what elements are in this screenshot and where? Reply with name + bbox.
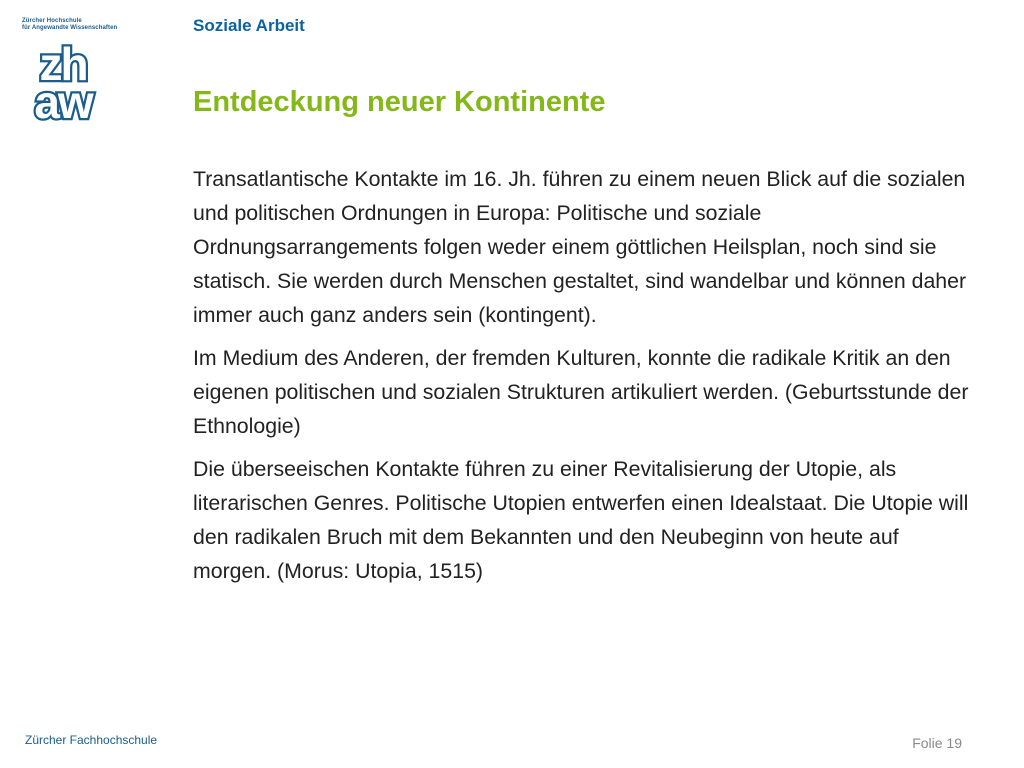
institution-name-line-1: Zürcher Hochschule [22,18,82,24]
logo-text-zh: zh [39,42,87,90]
slide-number: Folie 19 [912,735,962,751]
zhaw-logo-icon [22,42,104,124]
paragraph-1: Transatlantische Kontakte im 16. Jh. führen zu einem neuen Blick auf die sozialen und politischen Ordnungen in Europa: Politische und soziale Ordnungsarrangements folgen weder einem göttlichen Heilsplan, noch sind sie statisch. Sie werden durch Menschen gestaltet, sind wandelbar und können daher immer auch ganz anders sein (kontingent). [193,167,967,327]
slide-title: Entdeckung neuer Kontinente [193,86,606,118]
paragraph-3: Die überseeischen Kontakte führen zu einer Revitalisierung der Utopie, als literarischen Genres. Politische Utopien entwerfen einen Idealstaat. Die Utopie will den radikalen Bruch mit dem Bekannten und den Neubeginn von heute auf morgen. (Morus: Utopia, 1515) [193,457,969,583]
footer-school: Zürcher Fachhochschule [25,733,158,747]
zhaw-logo [22,18,132,124]
institution-name-line-2: für Angewandte Wissenschaften [22,25,118,31]
paragraph-2: Im Medium des Anderen, der fremden Kulturen, konnte die radikale Kritik an den eigenen politischen und sozialen Strukturen artikuliert werden. (Geburtsstunde der Ethnologie) [193,346,969,438]
slide-content [193,162,973,597]
department-name: Soziale Arbeit [193,16,305,35]
logo-text-aw: aw [34,76,92,124]
